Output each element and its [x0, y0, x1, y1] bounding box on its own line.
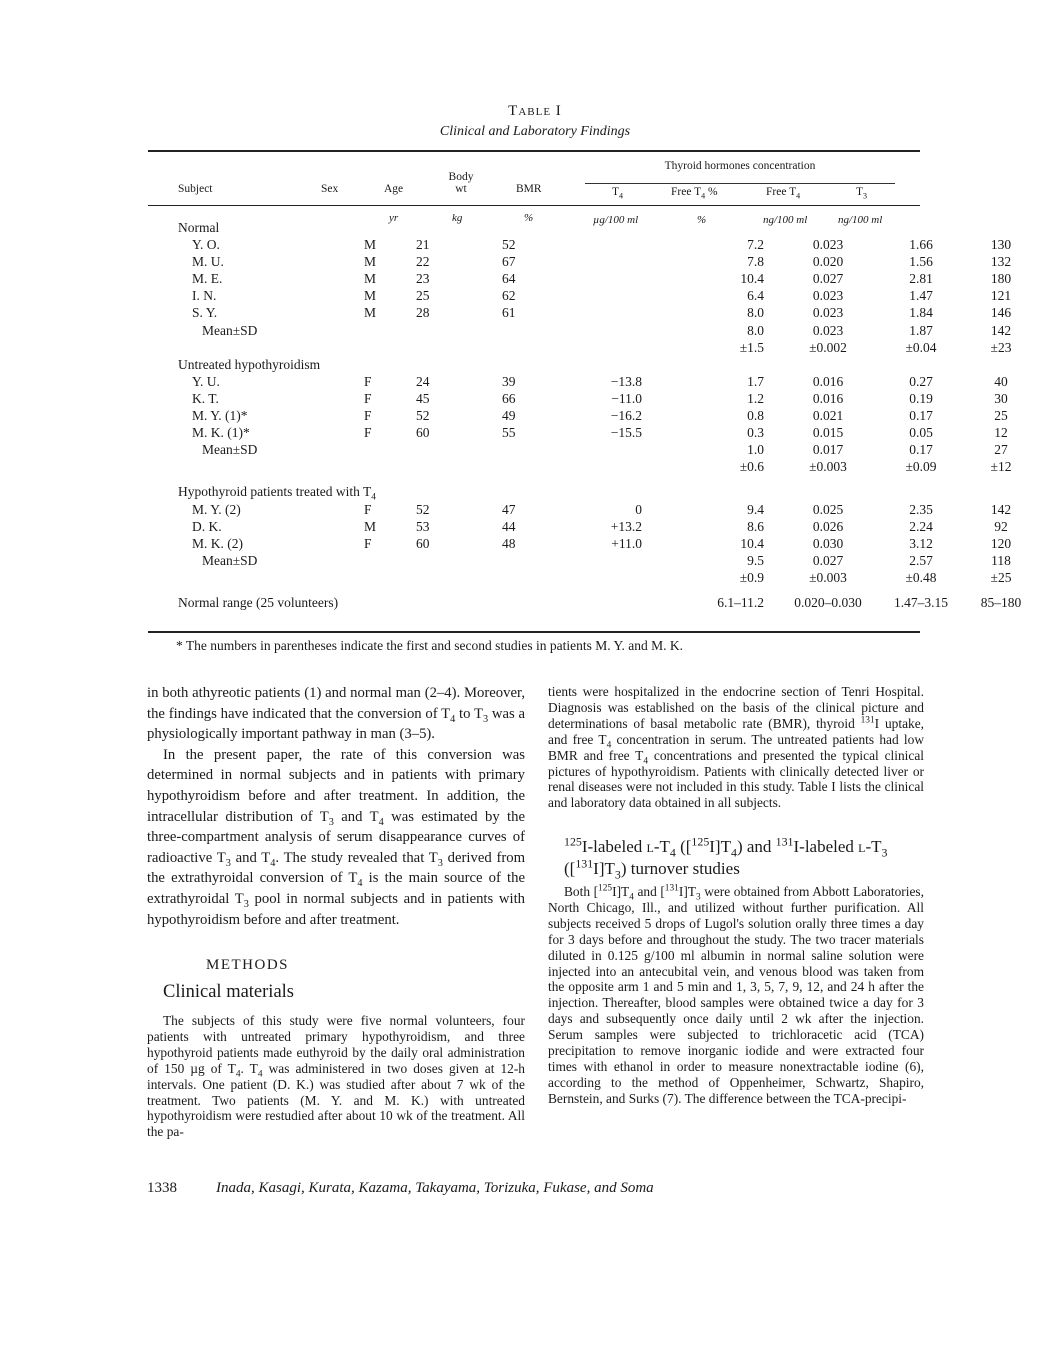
table-row: M. Y. (1)* F 52 49 −16.2 0.8 0.021 0.17 25	[192, 408, 1008, 424]
header-subject: Subject	[178, 183, 213, 195]
methods-heading: METHODS	[206, 957, 290, 973]
table-top-rule	[148, 150, 920, 152]
spacer-row	[150, 475, 1036, 483]
header-age: Age	[384, 183, 404, 195]
mean-row: Mean±SD 9.5 0.027 2.57 118	[202, 552, 1011, 568]
table-row: Y. U. F 24 39 −13.8 1.7 0.016 0.27 40	[192, 373, 1008, 389]
paragraph: tients were hospitalized in the endocrine section of Tenri Hospital. Diagnosis was established on the basis of the clinical picture and determinations of basal metabolic rate (BMR), thyroid $^{131}$I uptake, and free $T_4$ concentration in serum. The untreated patients had low BMR and free $T_4$ concentrations and presented the typical clinical pictures of hypothyroidism. Patients with clinically detected liver or renal diseases were not included in this study. Table I lists the clinical and laboratory data obtained in all subjects.	[548, 684, 924, 811]
table-caption: Clinical and Laboratory Findings	[439, 124, 631, 139]
table-row: M. U. M 22 67 7.8 0.020 1.56 132	[192, 254, 1012, 270]
table-row: M. E. M 23 64 10.4 0.027 2.81 180	[192, 271, 1012, 287]
clinical-materials-heading: Clinical materials	[163, 982, 294, 1002]
paragraph: The subjects of this study were five normal volunteers, four patients with untreated primary hypothyroidism, and three hypothyroid patients made euthyroid by the daily oral administration of 150 µg of $T_4$. $T_4$ was administered in two doses given at 12-h intervals. One patient (D. K.) was studied after about 7 wk of the treatment. Two patients (M. Y. and M. K.) with untreated hypothyroidism were restudied after about 10 wk of the treatment. All the pa-	[147, 1013, 525, 1140]
sd-row: ±0.9 ±0.003 ±0.48 ±25	[739, 569, 1012, 585]
unit-bmr: %	[524, 212, 534, 224]
turnover-heading: $^{125}$I-labeled $l-T_4$ $([^{125}I]T_4)$ and $^{131}$I-labeled $l-T_3$ $([^{131}I]T_3)$ turnover studies	[564, 834, 888, 882]
header-sex: Sex	[321, 183, 339, 195]
sd-row: ±1.5 ±0.002 ±0.04 ±23	[739, 339, 1012, 355]
table-row: M. K. (1)* F 60 55 −15.5 0.3 0.015 0.05 12	[192, 425, 1008, 441]
left-column-intro	[147, 683, 525, 930]
thyroid-group-rule	[585, 183, 895, 184]
table-label: Table I	[508, 103, 562, 119]
unit-t4: µg/100 ml	[593, 214, 639, 226]
paragraph: Both $[^{125}I]T_4$ and $[^{131}I]T_3$ were obtained from Abbott Laboratories, North Chicago, Ill., and utilized without further purification. All subjects received 5 drops of Lugol's solution orally three times a day for 3 days before and throughout the study. The two tracer materials diluted in 0.125 g/100 ml albumin in normal saline solution were injected into an antecubital vein, and venous blood was taken from the opposite arm 1 and 5 min and 1, 3, 5, 7, 9, 12, and 24 h after the injection. Thereafter, blood samples were obtained twice a day for 3 days and subsequently once daily until 2 wk after the injection. Serum samples were subjected to trichloracetic acid (TCA) precipitation to remove inorganic iodide and were extracted four times with ethanol in order to measure nonextractable iodine (6), according to the method of Oppenheimer, Schwartz, Shapiro, Bernstein, and Surks (7). The difference between the TCA-precipi-	[548, 883, 924, 1106]
table-footnote: * The numbers in parentheses indicate the first and second studies in patients M. Y. and M. K.	[176, 638, 684, 653]
normal-range-row: Normal range (25 volunteers) 6.1–11.2 0.020–0.030 1.47–3.15 85–180	[178, 594, 1022, 610]
header-thyroid-group: Thyroid hormones concentration	[664, 160, 816, 172]
table-row: M. Y. (2) F 52 47 0 9.4 0.025 2.35 142	[192, 501, 1012, 517]
table-row: M. K. (2) F 60 48 +11.0 10.4 0.030 3.12 120	[192, 535, 1012, 551]
table-row: D. K. M 53 44 +13.2 8.6 0.026 2.24 92	[192, 518, 1008, 534]
unit-body-wt: kg	[452, 212, 463, 224]
running-authors: Inada, Kasagi, Kurata, Kazama, Takayama, Torizuka, Fukase, and Soma	[216, 1180, 654, 1196]
header-body-wt: Body wt	[448, 171, 474, 195]
findings-table	[150, 219, 1036, 611]
table-head-rule	[148, 205, 920, 206]
group-row-untreated: Untreated hypothyroidism	[178, 356, 321, 372]
table-row: K. T. F 45 66 −11.0 1.2 0.016 0.19 30	[192, 390, 1008, 406]
table-row: Y. O. M 21 52 7.2 0.023 1.66 130	[192, 237, 1012, 253]
paragraph: In the present paper, the rate of this conversion was determined in normal subjects and in patients with primary hypothyroidism before and after treatment. In addition, the intracellular distribution of $T_3$ and $T_4$ was estimated by the three-compartment analysis of serum disappearance curves of radioactive $T_3$ and $T_4$. The study revealed that $T_3$ derived from the extrathyroidal conversion of $T_4$ is the main source of the extrathyroidal $T_3$ pool in normal subjects and in patients with hypothyroidism before and after treatment.	[147, 746, 525, 928]
unit-free-t4: ng/100 ml	[763, 214, 808, 226]
paragraph: in both athyreotic patients (1) and normal man (2–4). Moreover, the findings have indicated that the conversion of $T_4$ to $T_3$ was a physiologically important pathway in man (3–5).	[147, 685, 525, 743]
group-row-normal: Normal	[178, 220, 220, 235]
left-column-clinical	[147, 1013, 525, 1140]
header-t3: $T_3$	[856, 186, 868, 201]
header-bmr: BMR	[516, 183, 542, 195]
mean-row: Mean±SD 1.0 0.017 0.17 27	[202, 442, 1008, 458]
spacer-row	[150, 586, 1036, 594]
unit-t3: ng/100 ml	[838, 214, 883, 226]
header-free-t4: Free $T_4$	[766, 186, 801, 201]
table-bottom-rule	[148, 631, 920, 633]
table-row: S. Y. M 28 61 8.0 0.023 1.84 146	[192, 305, 1012, 321]
right-column-turnover	[548, 884, 924, 1107]
unit-free-t4-pct: %	[697, 214, 707, 226]
header-free-t4-pct: Free $T_4$ %	[671, 186, 718, 201]
table-row: I. N. M 25 62 6.4 0.023 1.47 121	[192, 288, 1012, 304]
group-row-treated: Hypothyroid patients treated with $T_4$	[178, 484, 376, 504]
mean-row: Mean±SD 8.0 0.023 1.87 142	[202, 322, 1012, 338]
right-column-diagnosis	[548, 684, 924, 811]
page-number: 1338	[147, 1180, 177, 1196]
unit-age: yr	[389, 212, 399, 224]
header-t4: $T_4$	[612, 186, 624, 201]
sd-row: ±0.6 ±0.003 ±0.09 ±12	[739, 459, 1012, 475]
